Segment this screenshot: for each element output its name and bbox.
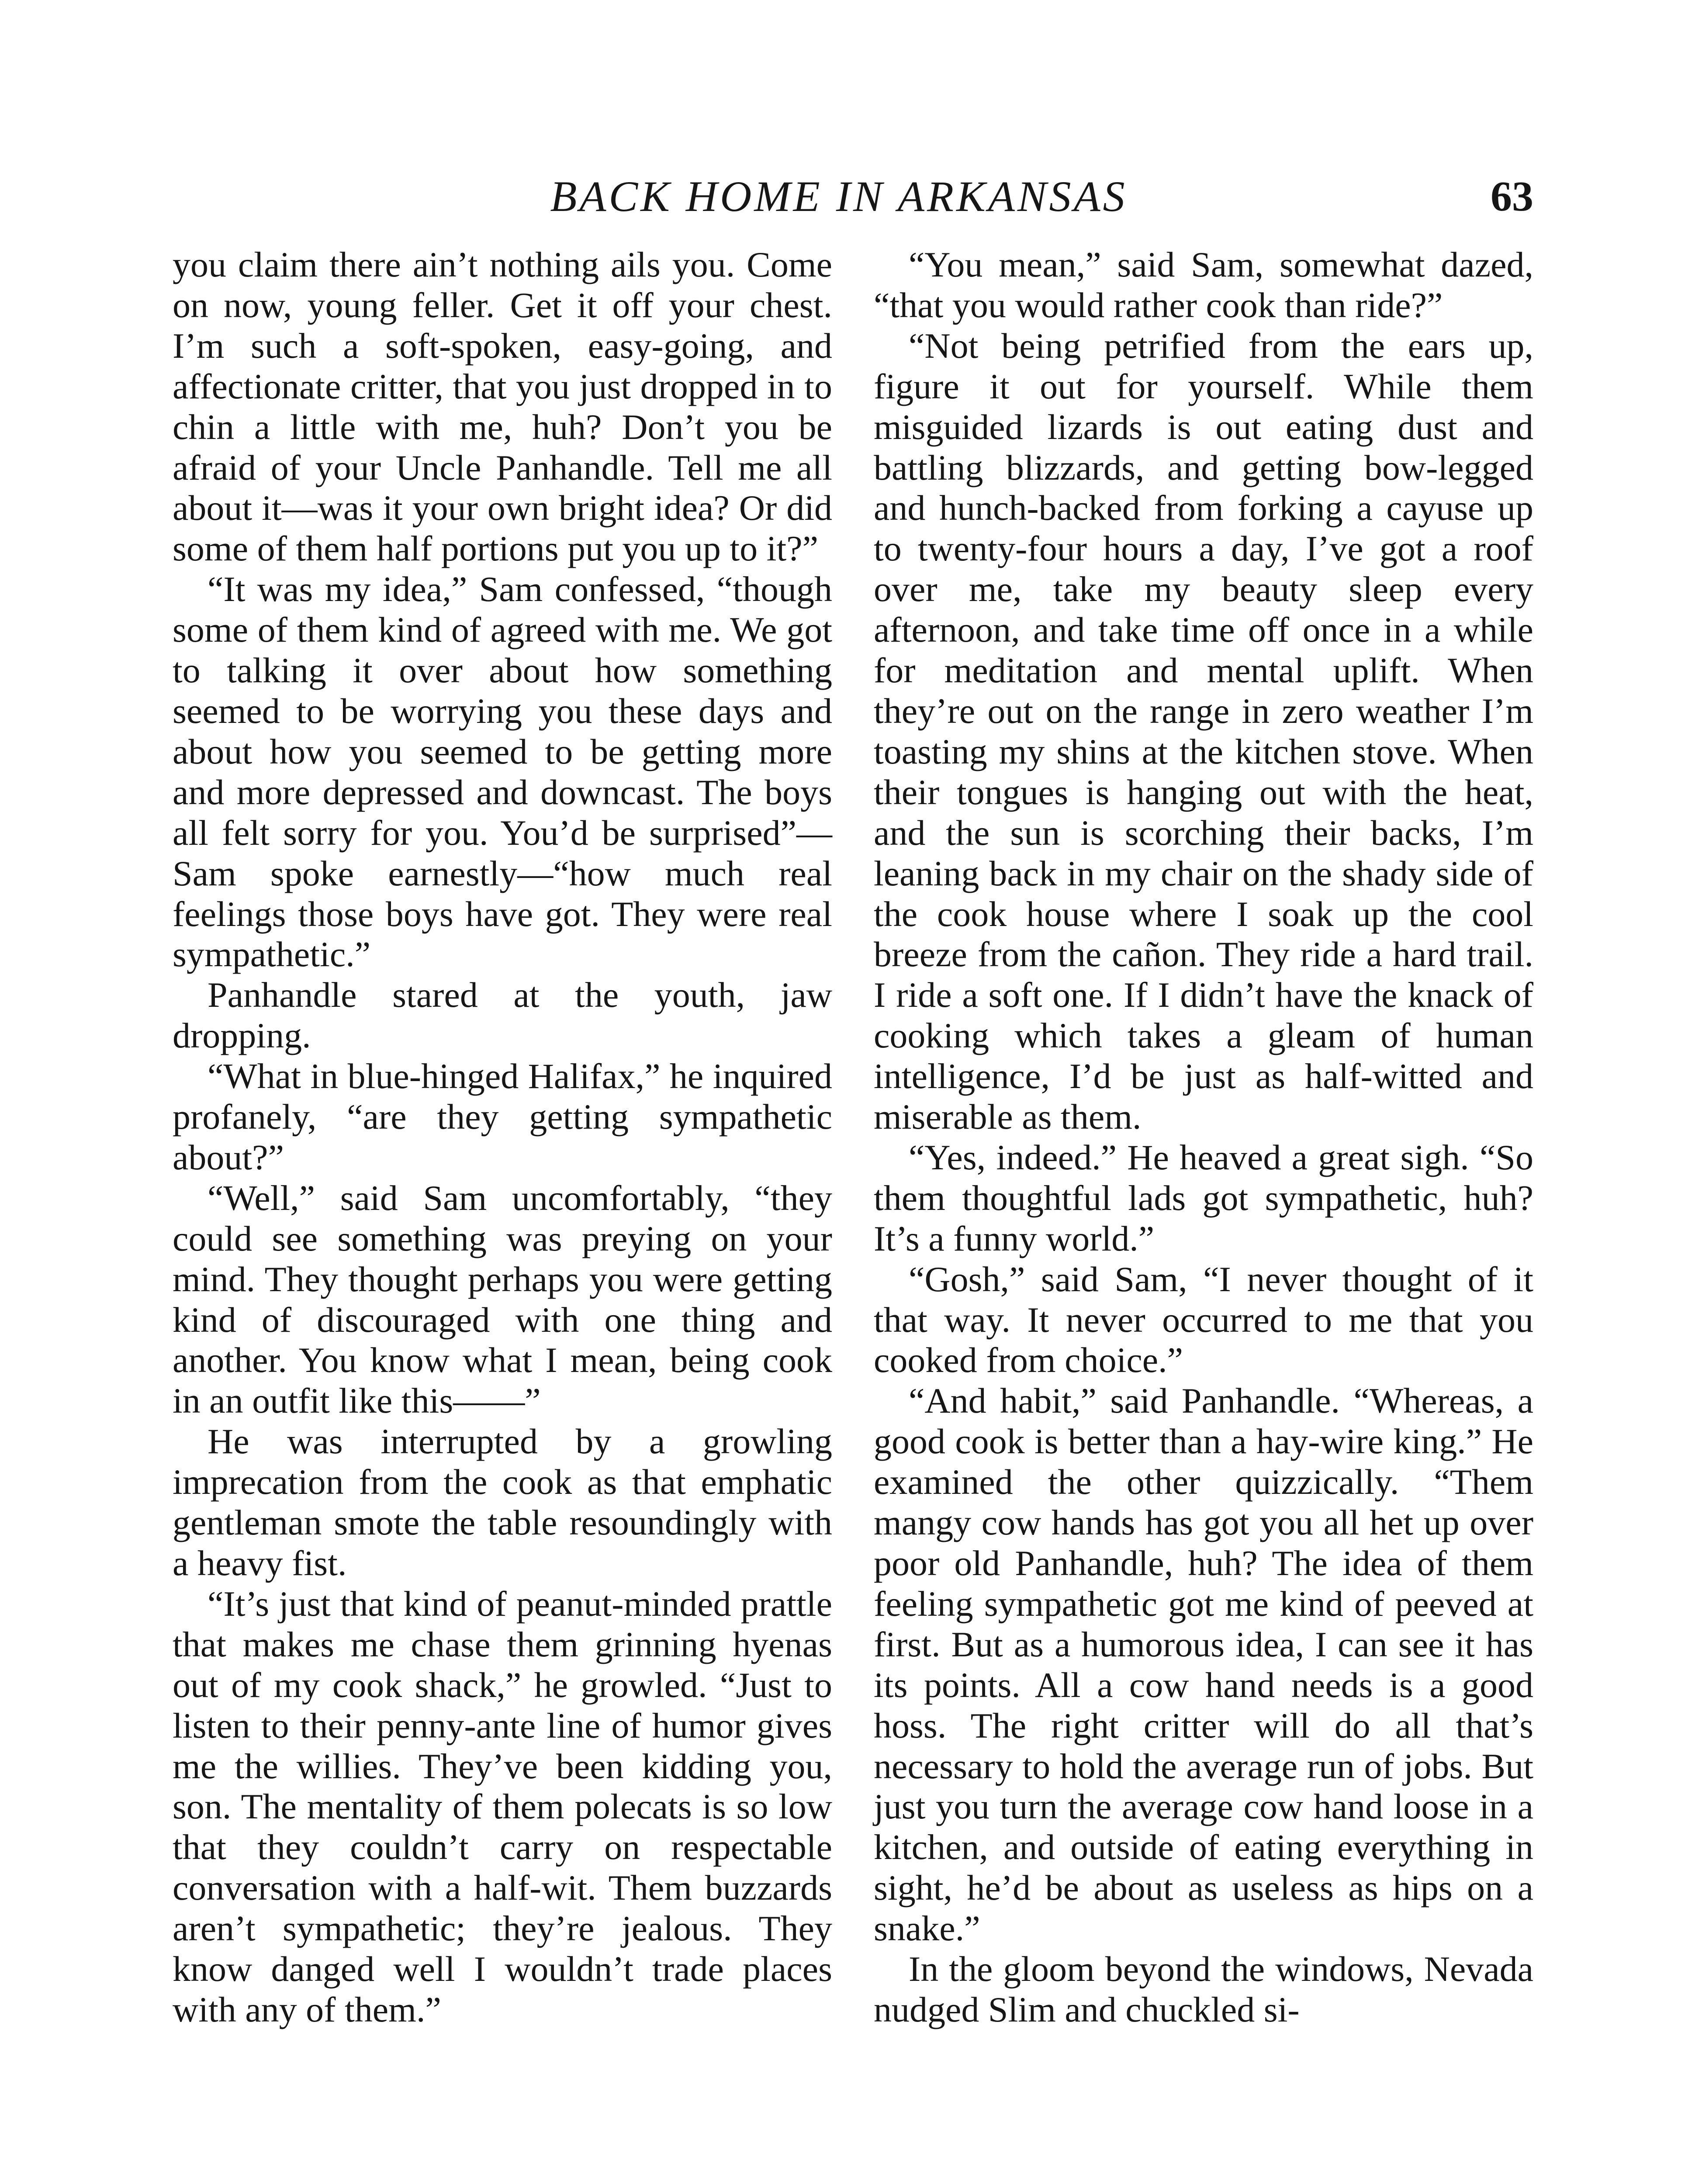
right-column: [874, 245, 1533, 2030]
page-header: [0, 166, 1702, 227]
paragraph: you claim there ain’t nothing ails you. Come on now, young feller. Get it off your chest. I’m such a soft-spoken, easy-going, and affectionate critter, that you just dropped in to chin a little with me, huh? Don’t you be afraid of your Uncle Panhandle. Tell me all about it—was it your own bright idea? Or did some of them half portions put you up to it?”: [173, 245, 832, 569]
page-number: 63: [1491, 173, 1533, 220]
paragraph: “You mean,” said Sam, somewhat dazed, “that you would rather cook than ride?”: [874, 245, 1533, 325]
paragraph: “And habit,” said Panhandle. “Whereas, a good cook is better than a hay-wire king.” He examined the other quizzically. “Them mangy cow hands has got you all het up over poor old Panhandle, huh? The idea of them feeling sympathetic got me kind of peeved at first. But as a humorous idea, I can see it has its points. All a cow hand needs is a good hoss. The right critter will do all that’s necessary to hold the average run of jobs. But just you turn the average cow hand loose in a kitchen, and outside of eating everything in sight, he’d be about as useless as hips on a snake.”: [874, 1381, 1533, 1949]
paragraph: “Well,” said Sam uncomfortably, “they could see something was preying on your mind. They thought perhaps you were getting kind of discouraged with one thing and another. You know what I mean, being cook in an outfit like this——”: [173, 1178, 832, 1421]
paragraph: In the gloom beyond the windows, Nevada nudged Slim and chuckled si-: [874, 1949, 1533, 2029]
paragraph: “Gosh,” said Sam, “I never thought of it that way. It never occurred to me that you cooked from choice.”: [874, 1259, 1533, 1380]
running-title: BACK HOME IN ARKANSAS: [550, 172, 1128, 221]
paragraph: He was interrupted by a growling imprecation from the cook as that emphatic gentleman smote the table resoundingly with a heavy fist.: [173, 1421, 832, 1583]
paragraph: “It was my idea,” Sam confessed, “though some of them kind of agreed with me. We got to talking it over about how something seemed to be worrying you these days and about how you seemed to be getting more and more depressed and downcast. The boys all felt sorry for you. You’d be surprised”—Sam spoke earnestly—“how much real feelings those boys have got. They were real sympathetic.”: [173, 569, 832, 975]
paragraph: “Not being petrified from the ears up, figure it out for yourself. While them misguided lizards is out eating dust and battling blizzards, and getting bow-legged and hunch-backed from forking a cayuse up to twenty-four hours a day, I’ve got a roof over me, take my beauty sleep every afternoon, and take time off once in a while for meditation and mental uplift. When they’re out on the range in zero weather I’m toasting my shins at the kitchen stove. When their tongues is hanging out with the heat, and the sun is scorching their backs, I’m leaning back in my chair on the shady side of the cook house where I soak up the cool breeze from the cañon. They ride a hard trail. I ride a soft one. If I didn’t have the knack of cooking which takes a gleam of human intelligence, I’d be just as half-witted and miserable as them.: [874, 325, 1533, 1137]
paragraph: “Yes, indeed.” He heaved a great sigh. “So them thoughtful lads got sympathetic, huh? It’s a funny world.”: [874, 1137, 1533, 1258]
paragraph: “What in blue-hinged Halifax,” he inquired profanely, “are they getting sympathetic about?”: [173, 1056, 832, 1177]
paragraph: “It’s just that kind of peanut-minded prattle that makes me chase them grinning hyenas out of my cook shack,” he growled. “Just to listen to their penny-ante line of humor gives me the willies. They’ve been kidding you, son. The mentality of them polecats is so low that they couldn’t carry on respectable conversation with a half-wit. Them buzzards aren’t sympathetic; they’re jealous. They know danged well I wouldn’t trade places with any of them.”: [173, 1583, 832, 2029]
left-column: [173, 245, 832, 2030]
paragraph: Panhandle stared at the youth, jaw dropping.: [173, 975, 832, 1056]
